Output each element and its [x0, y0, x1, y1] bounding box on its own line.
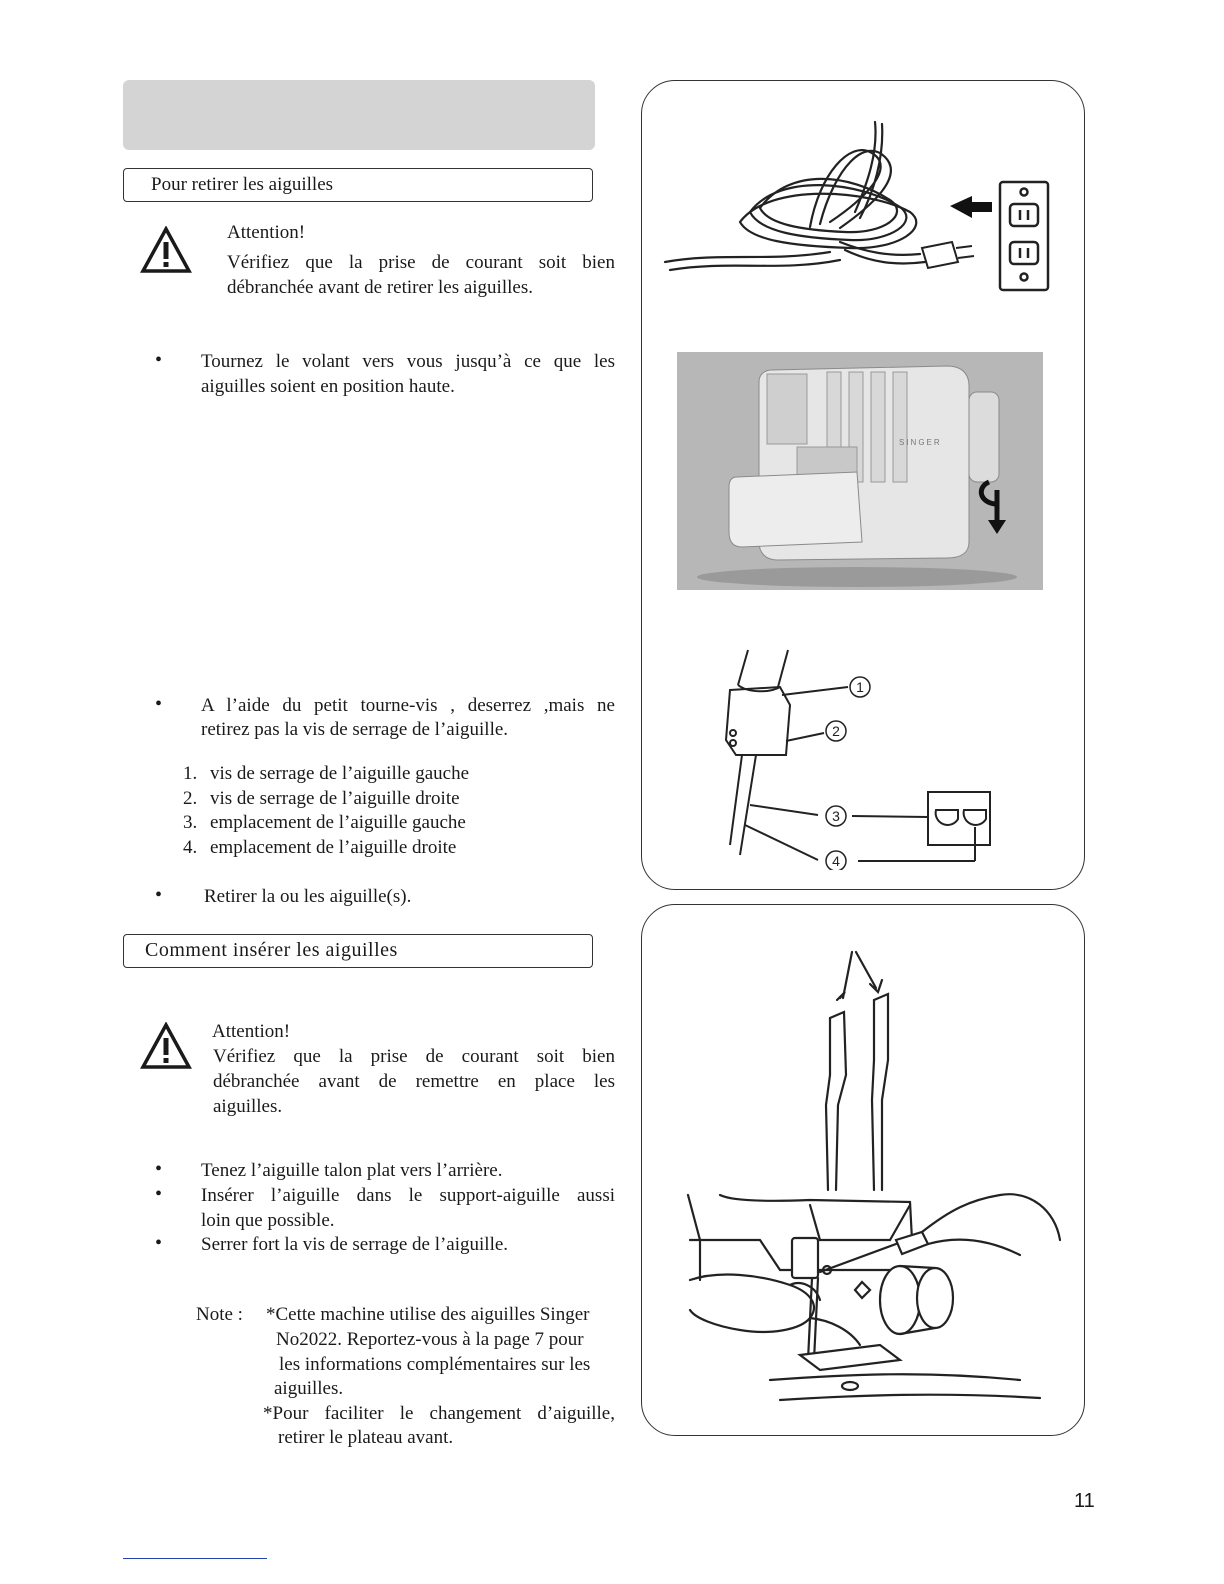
instruction-line: Insérer l’aiguille dans le support-aiguille aussi	[201, 1185, 615, 1206]
attention-title: Attention!	[227, 222, 306, 243]
part-label: vis de serrage de l’aiguille gauche	[210, 763, 470, 784]
bullet-marker: •	[155, 349, 163, 371]
instruction-line: loin que possible.	[201, 1210, 335, 1231]
note-line: les informations complémentaires sur les	[279, 1354, 591, 1375]
instruction-line: Retirer la ou les aiguille(s).	[204, 886, 412, 907]
bullet-marker: •	[155, 1158, 163, 1180]
needle-insertion-illustration	[660, 940, 1070, 1420]
bullet-marker: •	[155, 884, 163, 906]
callout-3: 3	[832, 808, 840, 824]
page-number: 11	[1074, 1490, 1095, 1512]
note-line: aiguilles.	[274, 1378, 344, 1399]
chapter-header-band	[123, 80, 595, 150]
instruction-line: Tenez l’aiguille talon plat vers l’arrière.	[201, 1160, 503, 1181]
warning-icon	[140, 1022, 192, 1070]
parts-list-item	[183, 835, 456, 860]
callout-4: 4	[832, 853, 840, 869]
parts-list-item	[183, 786, 460, 811]
section-title-text: Pour retirer les aiguilles	[151, 174, 334, 195]
callout-2: 2	[832, 723, 840, 739]
part-label: vis de serrage de l’aiguille droite	[210, 788, 460, 809]
note-line: No2022. Reportez-vous à la page 7 pour	[276, 1329, 584, 1350]
instruction-line: retirez pas la vis de serrage de l’aiguille.	[201, 719, 509, 740]
power-cord-unplug-illustration	[660, 112, 1060, 302]
part-label: emplacement de l’aiguille gauche	[210, 812, 466, 833]
part-number: 3.	[183, 812, 198, 833]
attention-text-line: Vérifiez que la prise de courant soit bien	[213, 1046, 615, 1067]
part-number: 4.	[183, 837, 198, 858]
machine-handwheel-photo	[677, 352, 1043, 590]
note-label: Note :	[196, 1304, 243, 1325]
instruction-line: aiguilles soient en position haute.	[201, 376, 455, 397]
attention-text-line: aiguilles.	[213, 1096, 283, 1117]
part-number: 2.	[183, 788, 198, 809]
footer-rule	[123, 1558, 267, 1559]
bullet-marker: •	[155, 1183, 163, 1205]
attention-text-line: débranchée avant de remettre en place les	[213, 1071, 615, 1092]
instruction-line: A l’aide du petit tourne-vis , deserrez ,mais ne	[201, 695, 615, 716]
note-line: retirer le plateau avant.	[278, 1427, 454, 1448]
attention-text-line: Vérifiez que la prise de courant soit bien	[227, 252, 615, 273]
section-title-remove-needles	[123, 168, 593, 202]
attention-title: Attention!	[212, 1021, 291, 1042]
parts-list-item	[183, 761, 469, 786]
needle-clamp-diagram	[700, 645, 1020, 870]
part-label: emplacement de l’aiguille droite	[210, 837, 457, 858]
attention-text-line: débranchée avant de retirer les aiguilles.	[227, 277, 533, 298]
parts-list-item	[183, 810, 466, 835]
section-title-text: Comment insérer les aiguilles	[145, 939, 398, 961]
machine-brand-label: SINGER	[899, 438, 942, 447]
bullet-marker: •	[155, 1232, 163, 1254]
warning-icon	[140, 226, 192, 274]
part-number: 1.	[183, 763, 198, 784]
section-title-insert-needles	[123, 934, 593, 968]
note-line: *Cette machine utilise des aiguilles Singer	[266, 1304, 590, 1325]
note-line: *Pour faciliter le changement d’aiguille,	[263, 1403, 615, 1424]
instruction-line: Tournez le volant vers vous jusqu’à ce que les	[201, 351, 615, 372]
bullet-marker: •	[155, 693, 163, 715]
instruction-line: Serrer fort la vis de serrage de l’aiguille.	[201, 1234, 509, 1255]
callout-1: 1	[856, 679, 864, 695]
